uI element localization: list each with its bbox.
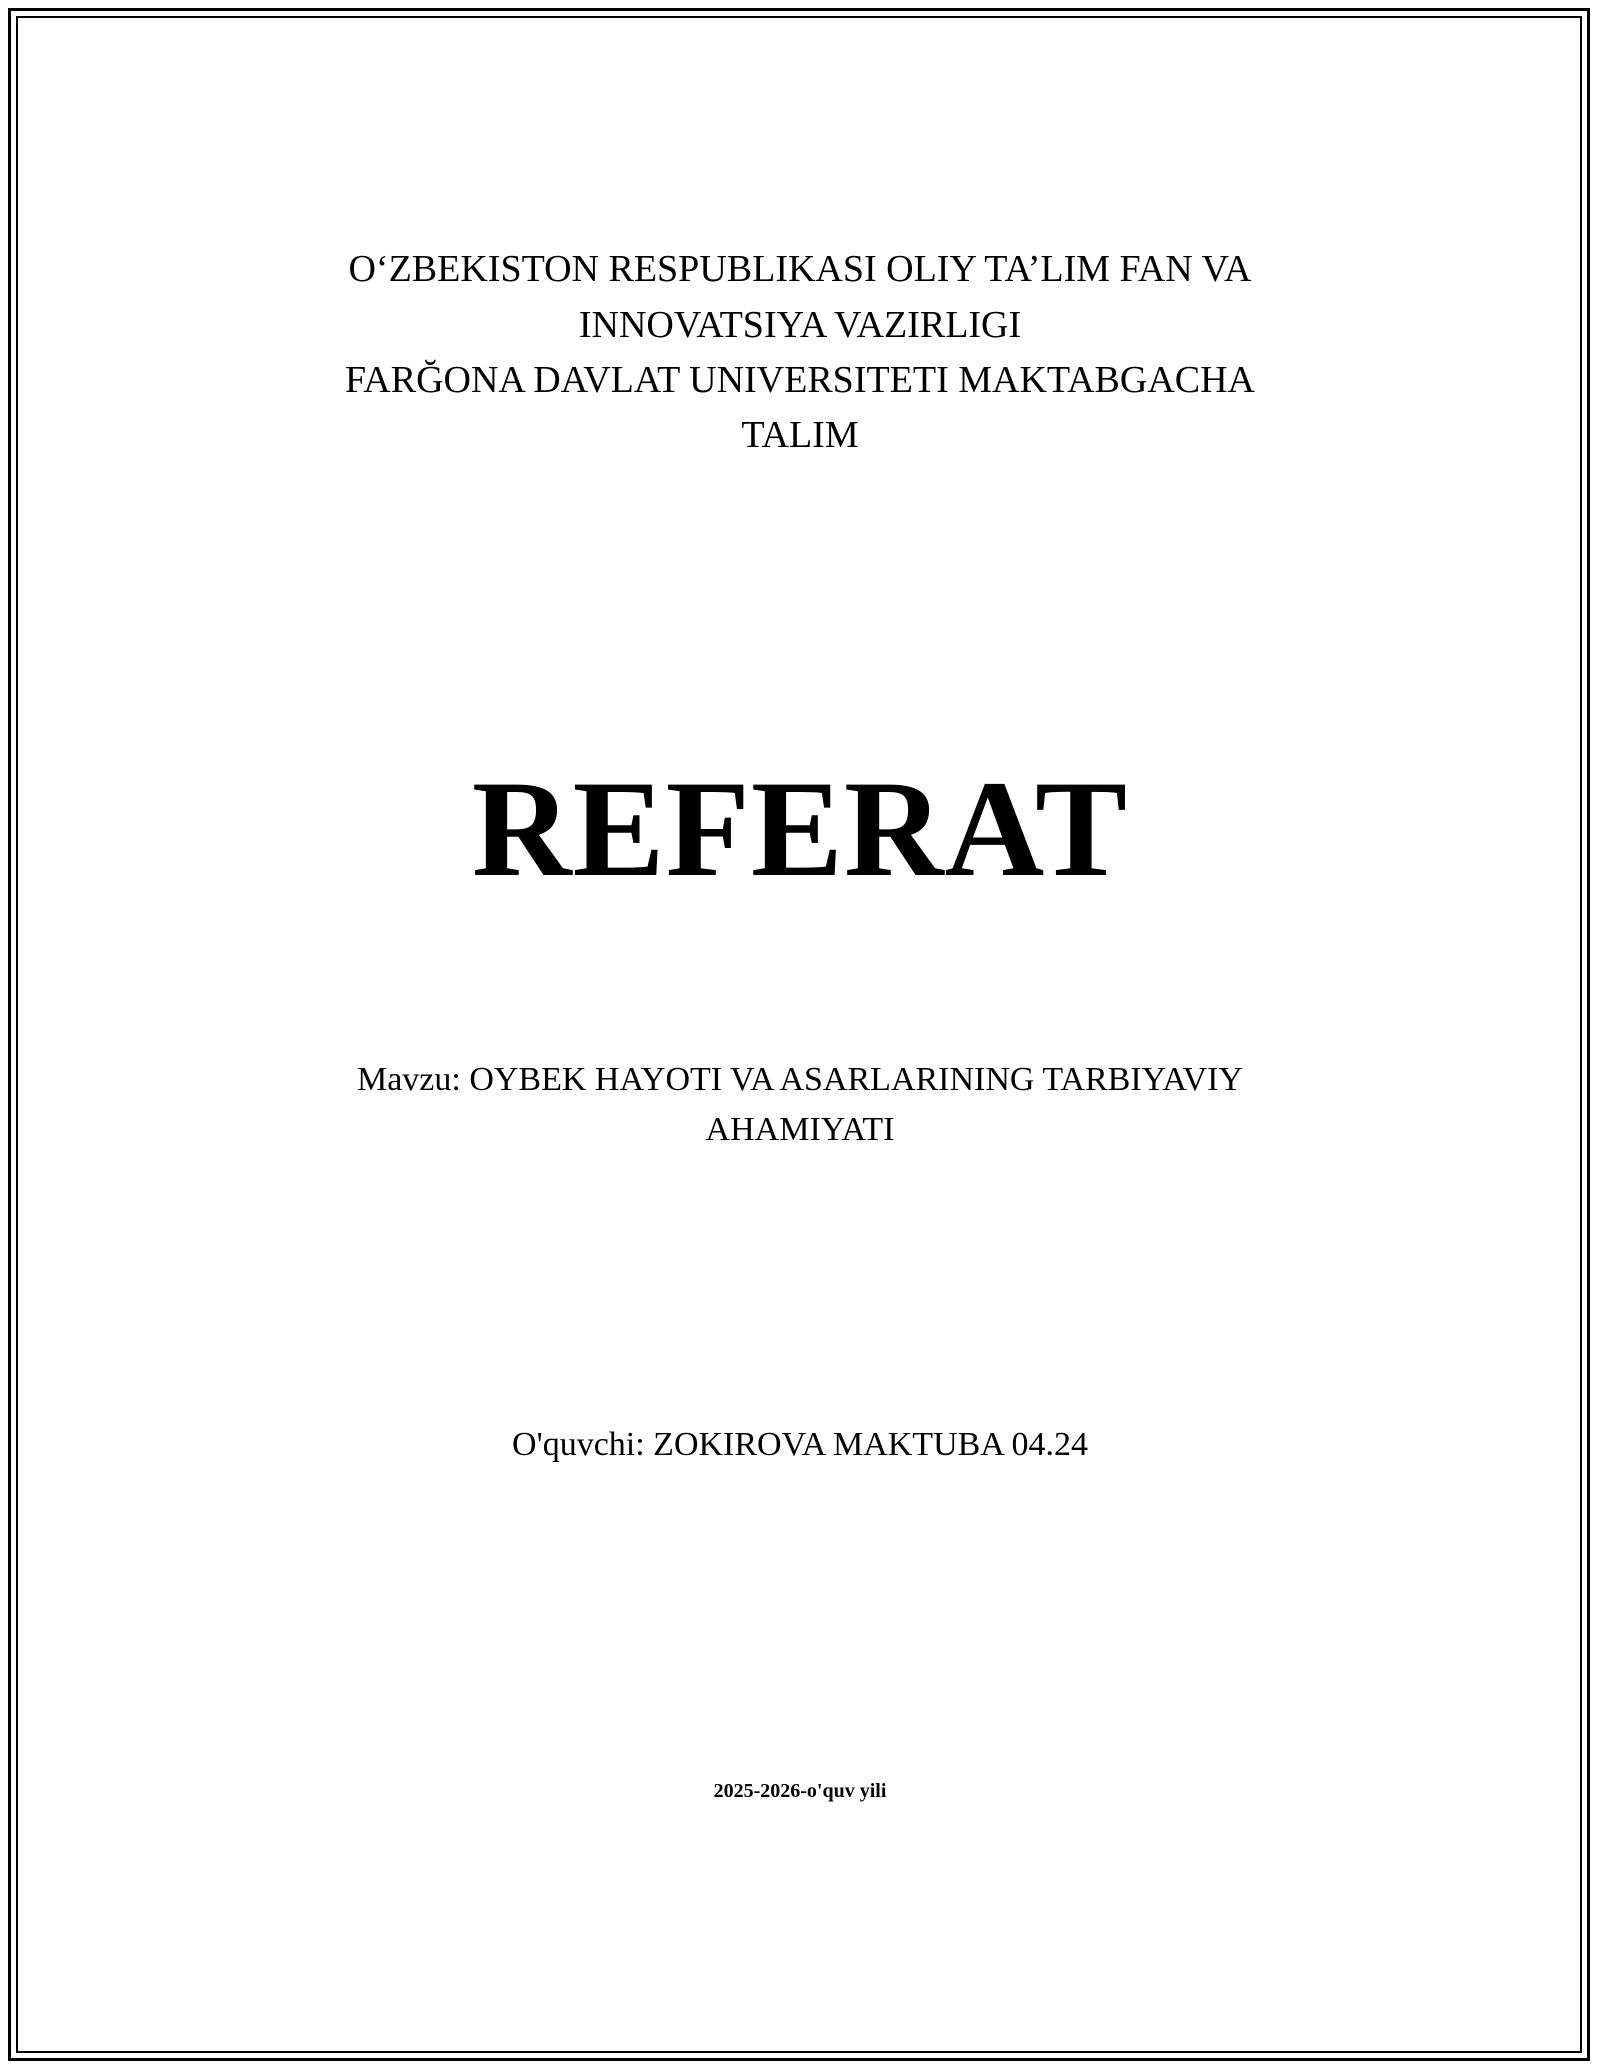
ministry-name-line-1: O‘ZBEKISTON RESPUBLIKASI OLIY TA’LIM FAN VA xyxy=(348,248,1252,290)
document-title: REFERAT xyxy=(471,752,1129,905)
university-name-line-2: TALIM xyxy=(741,414,859,456)
academic-year: 2025-2026-o'quv yili xyxy=(713,1780,887,1802)
topic-line-1: Mavzu: OYBEK HAYOTI VA ASARLARINING TARBIYAVIY xyxy=(356,1061,1244,1098)
student-name: O'quvchi: ZOKIROVA MAKTUBA 04.24 xyxy=(512,1426,1088,1463)
topic-line-2: AHAMIYATI xyxy=(705,1111,895,1148)
university-name-line-1: FARĞONA DAVLAT UNIVERSITETI MAKTABGACHA xyxy=(344,359,1256,401)
ministry-name-line-2: INNOVATSIYA VAZIRLIGI xyxy=(578,304,1022,346)
